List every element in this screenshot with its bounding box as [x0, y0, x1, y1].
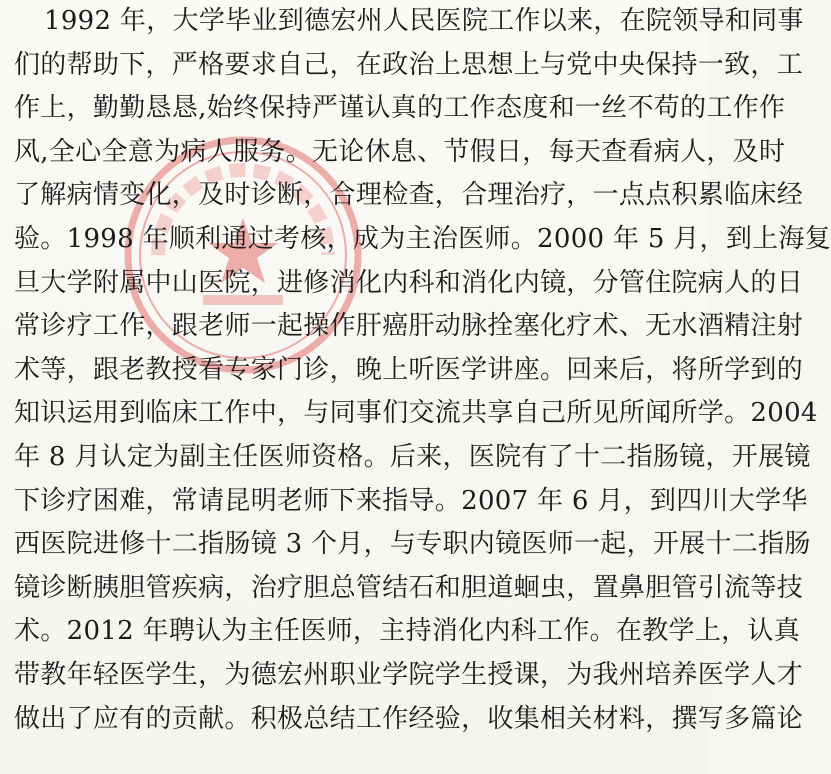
text-line: 镜诊断胰胆管疾病，治疗胆总管结石和胆道蛔虫，置鼻胆管引流等技: [14, 572, 804, 603]
text-line: 作上，勤勤恳恳,始终保持严谨认真的工作态度和一丝不苟的工作作: [14, 93, 786, 124]
text-line: 1992 年，大学毕业到德宏州人民医院工作以来，在院领导和同事: [44, 6, 804, 36]
text-line: 验。1998 年顺利通过考核，成为主治医师。2000 年 5 月，到上海复: [14, 223, 831, 254]
text-line: 做出了应有的贡献。积极总结工作经验，收集相关材料，撰写多篇论: [14, 703, 804, 734]
text-line: 术。2012 年聘认为主任医师，主持消化内科工作。在教学上，认真: [14, 616, 801, 647]
text-line: 带教年轻医学生，为德宏州职业学院学生授课，为我州培养医学人才: [14, 659, 804, 690]
text-line: 了解病情变化，及时诊断，合理检查，合理治疗，一点点积累临床经: [14, 180, 804, 211]
text-line: 年 8 月认定为副主任医师资格。后来，医院有了十二指肠镜，开展镜: [14, 441, 811, 472]
text-line: 常诊疗工作，跟老师一起操作肝癌肝动脉拴塞化疗术、无水酒精注射: [14, 311, 804, 342]
text-line: 西医院进修十二指肠镜 3 个月，与专职内镜医师一起，开展十二指肠: [14, 529, 811, 560]
text-line: 风,全心全意为病人服务。无论休息、节假日，每天查看病人，及时: [14, 136, 786, 167]
text-line: 下诊疗困难，常请昆明老师下来指导。2007 年 6 月，到四川大学华: [14, 485, 808, 516]
text-line: 们的帮助下，严格要求自己，在政治上思想上与党中央保持一致，工: [14, 49, 804, 80]
document-body: [14, 0, 831, 741]
text-line: 旦大学附属中山医院，进修消化内科和消化内镜，分管住院病人的日: [14, 267, 804, 298]
text-line: 术等，跟老教授看专家门诊，晚上听医学讲座。回来后，将所学到的: [14, 354, 804, 385]
text-line: 知识运用到临床工作中，与同事们交流共享自己所见所闻所学。2004: [14, 398, 818, 429]
